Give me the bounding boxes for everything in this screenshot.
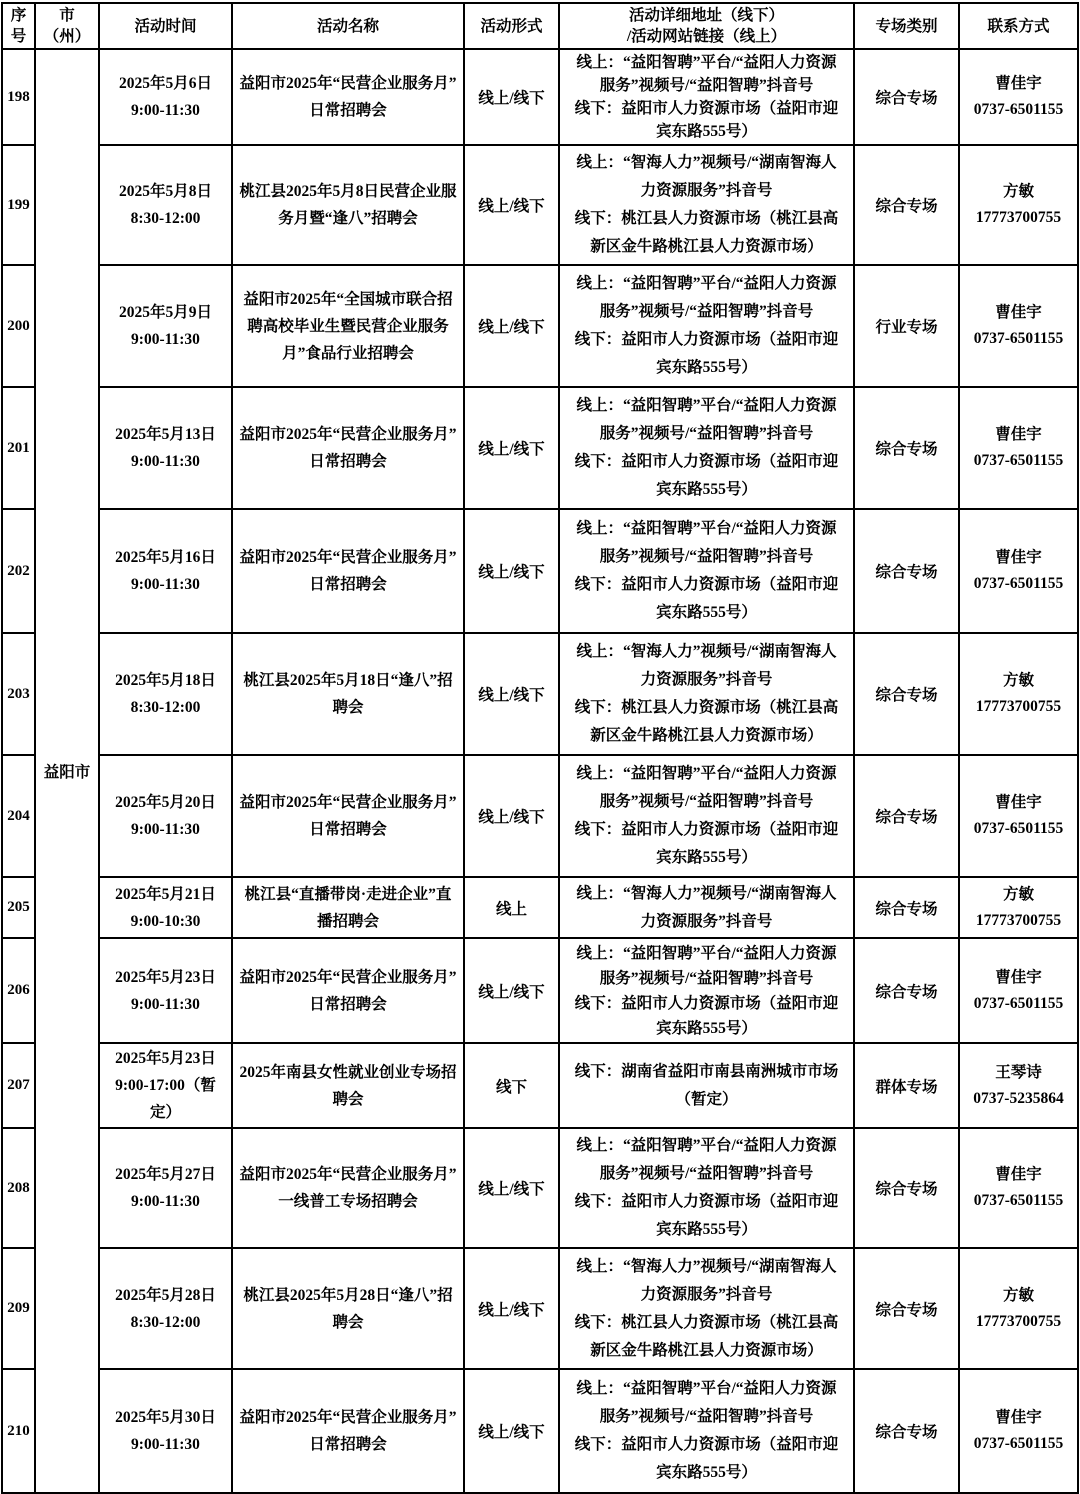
text-line: 2025年5月6日 (118, 75, 212, 92)
text-line: 曹佳宇 (995, 1409, 1042, 1426)
activity-name-cell (232, 49, 464, 145)
table-row (2, 387, 1078, 509)
time-cell (99, 265, 232, 387)
col-header-category (854, 3, 959, 49)
contact-cell (959, 755, 1078, 877)
table-row (2, 509, 1078, 633)
category-cell: 综合专场 (854, 633, 959, 755)
text-line: 宾东路555号） (656, 481, 757, 498)
text-line: 日常招聘会 (309, 576, 387, 593)
text-line: 17773700755 (975, 1312, 1062, 1330)
row-number-cell: 198 (2, 49, 35, 145)
text-line: 2025年5月30日 (115, 1409, 216, 1426)
activity-name-cell (232, 633, 464, 755)
text-line: 方敏 (1002, 885, 1034, 903)
format-cell: 线上/线下 (464, 509, 559, 633)
table-header (2, 3, 1078, 49)
row-number-cell: 204 (2, 755, 35, 877)
text-line: 聘会 (332, 699, 364, 716)
text-line: 聘高校毕业生暨民营企业服务 (247, 317, 449, 335)
text-line: 0737-6501155 (973, 994, 1064, 1012)
text-line: 曹佳宇 (995, 426, 1042, 443)
category-cell: 综合专场 (854, 755, 959, 877)
row-number-cell: 199 (2, 145, 35, 265)
text-line: 9:00-11:30 (131, 1436, 200, 1453)
header-line: 联系方式 (987, 17, 1050, 35)
text-line: 线下：桃江县人力资源市场（桃江县高 (574, 1313, 839, 1331)
category-cell: 综合专场 (854, 145, 959, 265)
format-cell: 线上/线下 (464, 1248, 559, 1369)
contact-cell (959, 387, 1078, 509)
address-cell (559, 265, 854, 387)
time-cell (99, 1369, 232, 1493)
text-line: 17773700755 (975, 698, 1062, 715)
text-line: 0737-6501155 (973, 575, 1064, 592)
address-cell (559, 145, 854, 265)
row-number-cell: 201 (2, 387, 35, 509)
text-line: 聘会 (332, 1313, 364, 1331)
row-number-cell: 205 (2, 877, 35, 938)
text-line: 9:00-17:00（暂 (115, 1077, 216, 1094)
text-line: 新区金牛路桃江县人力资源市场） (590, 238, 823, 255)
text-line: （暂定） (675, 1090, 738, 1108)
text-line: 宾东路555号） (656, 849, 757, 866)
format-cell: 线上/线下 (464, 387, 559, 509)
text-line: 线下：益阳市人力资源市场（益阳市迎 (574, 994, 839, 1012)
text-line: 8:30-12:00 (130, 1313, 201, 1331)
time-cell (99, 1248, 232, 1369)
address-cell (559, 387, 854, 509)
header-line: （州） (43, 28, 91, 45)
table-row (2, 1248, 1078, 1369)
text-line: 月”食品行业招聘会 (282, 344, 414, 362)
table-row (2, 1369, 1078, 1493)
contact-cell (959, 877, 1078, 938)
text-line: 一线普工专场招聘会 (278, 1193, 418, 1210)
text-line: 曹佳宇 (995, 794, 1042, 811)
text-line: 2025年5月23日 (115, 1050, 216, 1067)
text-line: 服务”视频号/“益阳智聘”抖音号 (599, 303, 814, 320)
table-row (2, 755, 1078, 877)
text-line: 方敏 (1002, 672, 1034, 689)
text-line: 益阳市2025年“民营企业服务月” (239, 968, 457, 986)
text-line: 服务”视频号/“益阳智聘”抖音号 (599, 1408, 814, 1425)
activity-name-cell (232, 755, 464, 877)
text-line: 9:00-11:30 (131, 102, 200, 119)
text-line: 播招聘会 (316, 912, 379, 930)
format-cell: 线上/线下 (464, 265, 559, 387)
text-line: 宾东路555号） (656, 1221, 757, 1238)
text-line: 9:00-10:30 (130, 912, 201, 930)
text-line: 线下：益阳市人力资源市场（益阳市迎 (574, 1193, 839, 1210)
contact-cell (959, 265, 1078, 387)
text-line: 服务”视频号/“益阳智聘”抖音号 (599, 548, 814, 565)
category-cell: 综合专场 (854, 387, 959, 509)
row-number-cell: 210 (2, 1369, 35, 1493)
text-line: 日常招聘会 (309, 453, 387, 470)
contact-cell (959, 1043, 1078, 1128)
text-line: 线上：“益阳智聘”平台/“益阳人力资源 (576, 765, 837, 782)
table-row (2, 49, 1078, 145)
format-cell: 线下 (464, 1043, 559, 1128)
activity-name-cell (232, 387, 464, 509)
col-header-format (464, 3, 559, 49)
text-line: 益阳市2025年“民营企业服务月” (239, 794, 457, 811)
format-cell: 线上/线下 (464, 938, 559, 1043)
header-line: 活动形式 (480, 17, 543, 35)
text-line: 线下：桃江县人力资源市场（桃江县高 (574, 699, 839, 716)
text-line: 王琴诗 (995, 1063, 1042, 1081)
text-line: 线下：桃江县人力资源市场（桃江县高 (574, 210, 839, 227)
header-line: /活动网站链接（线上） (626, 28, 787, 45)
table-row (2, 633, 1078, 755)
text-line: 0737-6501155 (973, 330, 1064, 347)
address-cell (559, 1043, 854, 1128)
table-row (2, 1128, 1078, 1248)
time-cell (99, 1128, 232, 1248)
text-line: 2025年5月23日 (115, 968, 216, 986)
row-number-cell: 206 (2, 938, 35, 1043)
format-cell: 线上/线下 (464, 633, 559, 755)
time-cell (99, 509, 232, 633)
activity-name-cell (232, 265, 464, 387)
text-line: 0737-6501155 (973, 101, 1064, 118)
time-cell (99, 49, 232, 145)
text-line: 9:00-11:30 (131, 995, 200, 1013)
contact-cell (959, 509, 1078, 633)
text-line: 日常招聘会 (309, 102, 387, 119)
text-line: 0737-6501155 (973, 820, 1064, 837)
time-cell (99, 755, 232, 877)
format-cell: 线上 (464, 877, 559, 938)
text-line: 线下：益阳市人力资源市场（益阳市迎 (574, 576, 839, 593)
time-cell (99, 877, 232, 938)
row-number-cell: 208 (2, 1128, 35, 1248)
text-line: 益阳市2025年“民营企业服务月” (239, 75, 457, 92)
activity-name-cell (232, 1128, 464, 1248)
header-line: 活动时间 (134, 17, 197, 35)
text-line: 2025年5月21日 (115, 885, 216, 903)
address-cell (559, 877, 854, 938)
time-cell (99, 387, 232, 509)
text-line: 2025年5月13日 (115, 426, 216, 443)
text-line: 0737-6501155 (973, 452, 1064, 469)
text-line: 0737-6501155 (973, 1435, 1064, 1452)
row-number-cell: 203 (2, 633, 35, 755)
table-row (2, 938, 1078, 1043)
text-line: 服务”视频号/“益阳智聘”抖音号 (599, 1165, 814, 1182)
text-line: 益阳市2025年“民营企业服务月” (239, 549, 457, 566)
col-header-contact (959, 3, 1078, 49)
row-number-cell: 209 (2, 1248, 35, 1369)
header-line: 专场类别 (875, 17, 938, 35)
address-cell (559, 49, 854, 145)
category-cell: 综合专场 (854, 49, 959, 145)
activity-name-cell (232, 145, 464, 265)
text-line: 线上：“智海人力”视频号/“湖南智海人 (576, 884, 837, 902)
category-cell: 综合专场 (854, 1248, 959, 1369)
text-line: 桃江县“直播带岗·走进企业”直 (244, 885, 452, 903)
text-line: 服务”视频号/“益阳智聘”抖音号 (599, 77, 814, 94)
contact-cell (959, 1248, 1078, 1369)
activity-name-cell (232, 938, 464, 1043)
text-line: 宾东路555号） (656, 604, 757, 621)
time-cell (99, 938, 232, 1043)
format-cell: 线上/线下 (464, 49, 559, 145)
text-line: 9:00-11:30 (131, 576, 200, 593)
text-line: 曹佳宇 (995, 304, 1042, 321)
text-line: 力资源服务”抖音号 (640, 671, 773, 688)
text-line: 曹佳宇 (995, 549, 1042, 566)
category-cell: 综合专场 (854, 1369, 959, 1493)
text-line: 益阳市2025年“民营企业服务月” (239, 426, 457, 443)
text-line: 线上：“智海人力”视频号/“湖南智海人 (576, 643, 837, 660)
text-line: 日常招聘会 (309, 995, 387, 1013)
text-line: 新区金牛路桃江县人力资源市场） (590, 1341, 823, 1359)
text-line: 2025年5月27日 (115, 1166, 216, 1183)
col-header-index (2, 3, 35, 49)
text-line: 线上：“益阳智聘”平台/“益阳人力资源 (576, 944, 837, 962)
text-line: 日常招聘会 (309, 821, 387, 838)
row-number-cell: 200 (2, 265, 35, 387)
header-line: 活动详细地址（线下） (628, 7, 784, 24)
text-line: 2025年5月18日 (115, 672, 216, 689)
text-line: 2025年南县女性就业创业专场招 (239, 1063, 457, 1081)
text-line: 桃江县2025年5月8日民营企业服 (239, 183, 457, 200)
activity-name-cell (232, 509, 464, 633)
text-line: 力资源服务”抖音号 (640, 182, 773, 199)
text-line: 益阳市2025年“民营企业服务月” (239, 1409, 457, 1426)
text-line: 曹佳宇 (995, 75, 1042, 92)
text-line: 2025年5月9日 (118, 304, 212, 321)
text-line: 17773700755 (975, 911, 1062, 929)
text-line: 服务”视频号/“益阳智聘”抖音号 (599, 969, 814, 987)
text-line: 桃江县2025年5月18日“逢八”招 (243, 672, 453, 689)
table-row (2, 145, 1078, 265)
text-line: 服务”视频号/“益阳智聘”抖音号 (599, 425, 814, 442)
address-cell (559, 938, 854, 1043)
category-cell: 综合专场 (854, 877, 959, 938)
col-header-city (35, 3, 99, 49)
text-line: 2025年5月8日 (118, 183, 212, 200)
text-line: 线下：益阳市人力资源市场（益阳市迎 (574, 100, 839, 117)
table-row (2, 1043, 1078, 1128)
format-cell: 线上/线下 (464, 1369, 559, 1493)
text-line: 方敏 (1002, 183, 1034, 200)
contact-cell (959, 1128, 1078, 1248)
activity-name-cell (232, 1248, 464, 1369)
address-cell (559, 633, 854, 755)
contact-cell (959, 49, 1078, 145)
contact-cell (959, 1369, 1078, 1493)
text-line: 2025年5月20日 (115, 794, 216, 811)
table-body (2, 49, 1078, 1493)
format-cell: 线上/线下 (464, 755, 559, 877)
text-line: 9:00-11:30 (131, 453, 200, 470)
text-line: 方敏 (1002, 1286, 1034, 1304)
header-line: 序 (10, 7, 27, 24)
text-line: 9:00-11:30 (131, 821, 200, 838)
time-cell (99, 1043, 232, 1128)
text-line: 力资源服务”抖音号 (640, 912, 773, 930)
text-line: 宾东路555号） (656, 123, 757, 140)
col-header-time (99, 3, 232, 49)
text-line: 线上：“益阳智聘”平台/“益阳人力资源 (576, 1137, 837, 1154)
address-cell (559, 1369, 854, 1493)
activity-name-cell (232, 1369, 464, 1493)
category-cell: 综合专场 (854, 938, 959, 1043)
text-line: 宾东路555号） (656, 359, 757, 376)
time-cell (99, 145, 232, 265)
row-number-cell: 202 (2, 509, 35, 633)
text-line: 8:30-12:00 (130, 210, 201, 227)
text-line: 线上：“益阳智聘”平台/“益阳人力资源 (576, 397, 837, 414)
header-line: 市 (59, 7, 75, 24)
address-cell (559, 509, 854, 633)
text-line: 曹佳宇 (995, 968, 1042, 986)
text-line: 线上：“智海人力”视频号/“湖南智海人 (576, 1257, 837, 1275)
text-line: 2025年5月16日 (115, 549, 216, 566)
address-cell (559, 1248, 854, 1369)
text-line: 线下：湖南省益阳市南县南洲城市市场 (574, 1062, 839, 1080)
col-header-address (559, 3, 854, 49)
text-line: 定） (149, 1104, 181, 1121)
text-line: 2025年5月28日 (115, 1286, 216, 1304)
text-line: 力资源服务”抖音号 (640, 1285, 773, 1303)
time-cell (99, 633, 232, 755)
text-line: 9:00-11:30 (131, 1193, 200, 1210)
text-line: 线下：益阳市人力资源市场（益阳市迎 (574, 331, 839, 348)
contact-cell (959, 633, 1078, 755)
text-line: 桃江县2025年5月28日“逢八”招 (243, 1286, 453, 1304)
category-cell: 行业专场 (854, 265, 959, 387)
address-cell (559, 1128, 854, 1248)
category-cell: 综合专场 (854, 1128, 959, 1248)
text-line: 新区金牛路桃江县人力资源市场） (590, 727, 823, 744)
schedule-table (1, 2, 1079, 1494)
table-row (2, 265, 1078, 387)
text-line: 线下：益阳市人力资源市场（益阳市迎 (574, 453, 839, 470)
text-line: 0737-5235864 (973, 1089, 1064, 1107)
row-number-cell: 207 (2, 1043, 35, 1128)
format-cell: 线上/线下 (464, 145, 559, 265)
text-line: 聘会 (332, 1090, 364, 1108)
text-line: 8:30-12:00 (130, 699, 201, 716)
text-line: 宾东路555号） (656, 1019, 757, 1037)
text-line: 线下：益阳市人力资源市场（益阳市迎 (574, 1436, 839, 1453)
text-line: 益阳市2025年“民营企业服务月” (239, 1166, 457, 1183)
text-line: 益阳市2025年“全国城市联合招 (243, 290, 453, 308)
contact-cell (959, 938, 1078, 1043)
text-line: 线上：“益阳智聘”平台/“益阳人力资源 (576, 520, 837, 537)
text-line: 17773700755 (975, 209, 1062, 226)
text-line: 日常招聘会 (309, 1436, 387, 1453)
format-cell: 线上/线下 (464, 1128, 559, 1248)
text-line: 线上：“智海人力”视频号/“湖南智海人 (576, 154, 837, 171)
header-line: 号 (10, 28, 27, 45)
address-cell (559, 755, 854, 877)
col-header-name (232, 3, 464, 49)
text-line: 0737-6501155 (973, 1192, 1064, 1209)
text-line: 务月暨“逢八”招聘会 (278, 210, 418, 227)
text-line: 宾东路555号） (656, 1464, 757, 1481)
header-row (2, 3, 1078, 49)
activity-name-cell (232, 877, 464, 938)
header-line: 活动名称 (316, 17, 379, 35)
contact-cell (959, 145, 1078, 265)
city-cell: 益阳市 (35, 49, 99, 1493)
text-line: 9:00-11:30 (131, 331, 200, 348)
text-line: 曹佳宇 (995, 1166, 1042, 1183)
text-line: 服务”视频号/“益阳智聘”抖音号 (599, 793, 814, 810)
category-cell: 综合专场 (854, 509, 959, 633)
text-line: 线上：“益阳智聘”平台/“益阳人力资源 (576, 54, 837, 71)
text-line: 线上：“益阳智聘”平台/“益阳人力资源 (576, 1380, 837, 1397)
text-line: 线上：“益阳智聘”平台/“益阳人力资源 (576, 275, 837, 292)
table-row (2, 877, 1078, 938)
activity-name-cell (232, 1043, 464, 1128)
category-cell: 群体专场 (854, 1043, 959, 1128)
text-line: 线下：益阳市人力资源市场（益阳市迎 (574, 821, 839, 838)
